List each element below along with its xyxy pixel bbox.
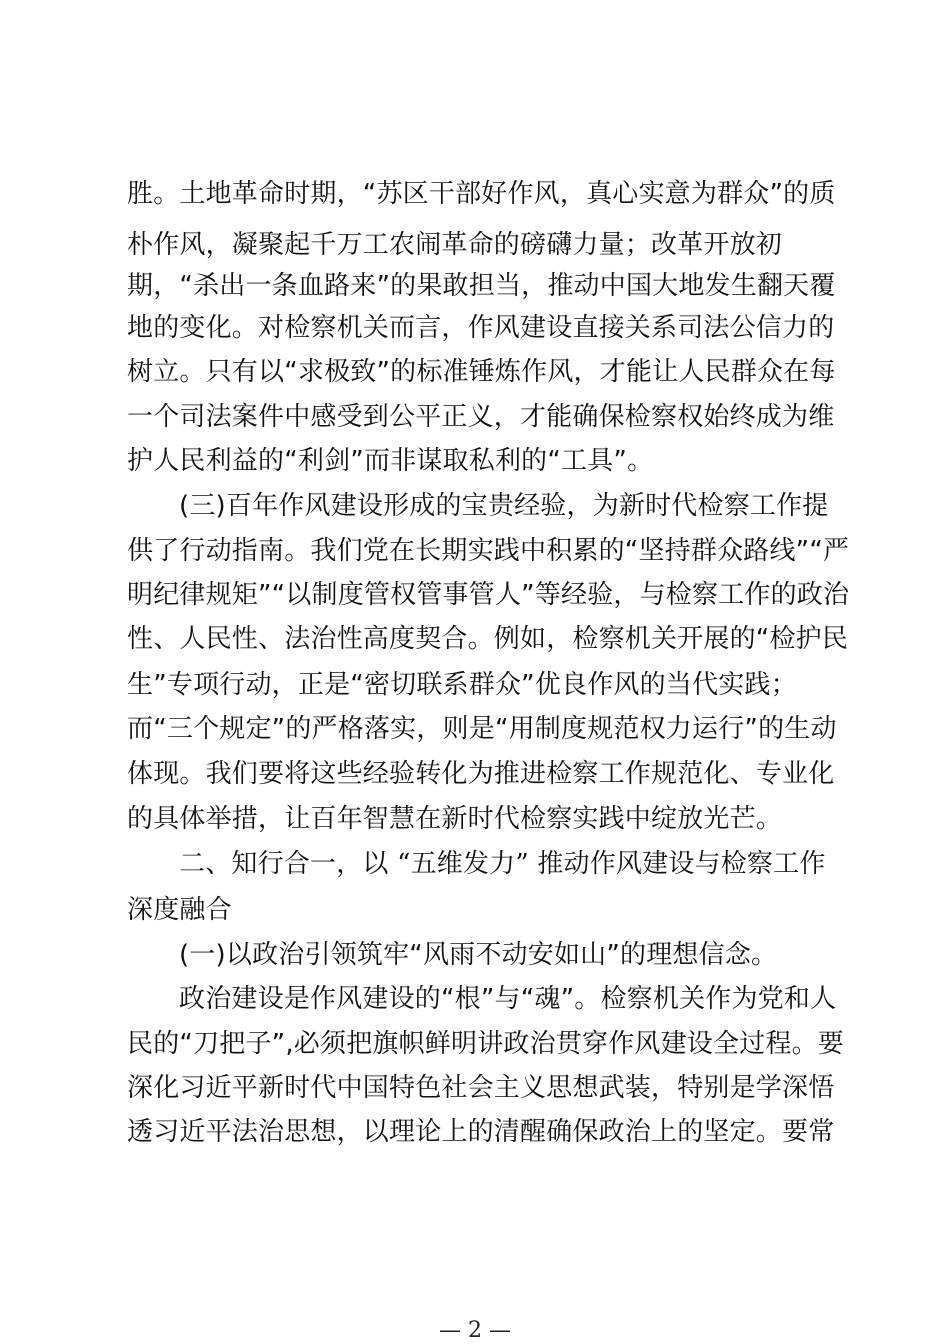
text-line: 胜。土地革命时期，“苏区干部好作风，真心实意为群众”的质 [127, 179, 836, 209]
text-line: 供了行动指南。我们党在长期实践中积累的“坚持群众路线”“严 [127, 536, 850, 566]
text-line: 透习近平法治思想，以理论上的清醒确保政治上的坚定。要常 [127, 1117, 835, 1147]
text-line: 护人民利益的“利剑”而非谋取私利的“工具”。 [127, 446, 654, 476]
text-line: 性、人民性、法治性高度契合。例如，检察机关开展的“检护民 [127, 624, 849, 654]
text-line: 明纪律规矩”“以制度管权管事管人”等经验，与检察工作的政治 [127, 580, 850, 610]
section-three-heading: (三)百年作风建设形成的宝贵经验，为新时代检察工作提 [179, 491, 829, 521]
page-number: — 2 — [439, 1318, 511, 1343]
text-line: 民的“刀把子”,必须把旗帜鲜明讲政治贯穿作风建设全过程。要 [127, 1029, 845, 1059]
text-line: 一个司法案件中感受到公平正义，才能确保检察权始终成为维 [127, 402, 835, 432]
text-line: 而“三个规定”的严格落实，则是“用制度规范权力运行”的生动 [127, 714, 837, 744]
section-two-heading-continuation: 深度融合 [127, 895, 232, 925]
text-line: 树立。只有以“求极致”的标准锤炼作风，才能让人民群众在每 [127, 357, 836, 387]
text-line: 体现。我们要将这些经验转化为推进检察工作规范化、专业化 [127, 759, 835, 789]
text-line: 政治建设是作风建设的“根”与“魂”。检察机关作为党和人 [179, 984, 837, 1014]
subsection-one-heading: (一)以政治引领筑牢“风雨不动安如山”的理想信念。 [179, 940, 778, 970]
text-line: 朴作风，凝聚起千万工农闹革命的磅礴力量；改革开放初 [127, 230, 783, 260]
text-line: 深化习近平新时代中国特色社会主义思想武装，特别是学深悟 [127, 1073, 835, 1103]
text-line: 地的变化。对检察机关而言，作风建设直接关系司法公信力的 [127, 313, 835, 343]
text-line: 期，“杀出一条血路来”的果敢担当，推动中国大地发生翻天覆 [127, 271, 836, 301]
section-two-heading: 二、知行合一，以 “五维发力” 推动作风建设与检察工作 [179, 849, 826, 879]
text-line: 的具体举措，让百年智慧在新时代检察实践中绽放光芒。 [127, 804, 783, 834]
text-line: 生”专项行动，正是“密切联系群众”优良作风的当代实践； [127, 670, 797, 700]
